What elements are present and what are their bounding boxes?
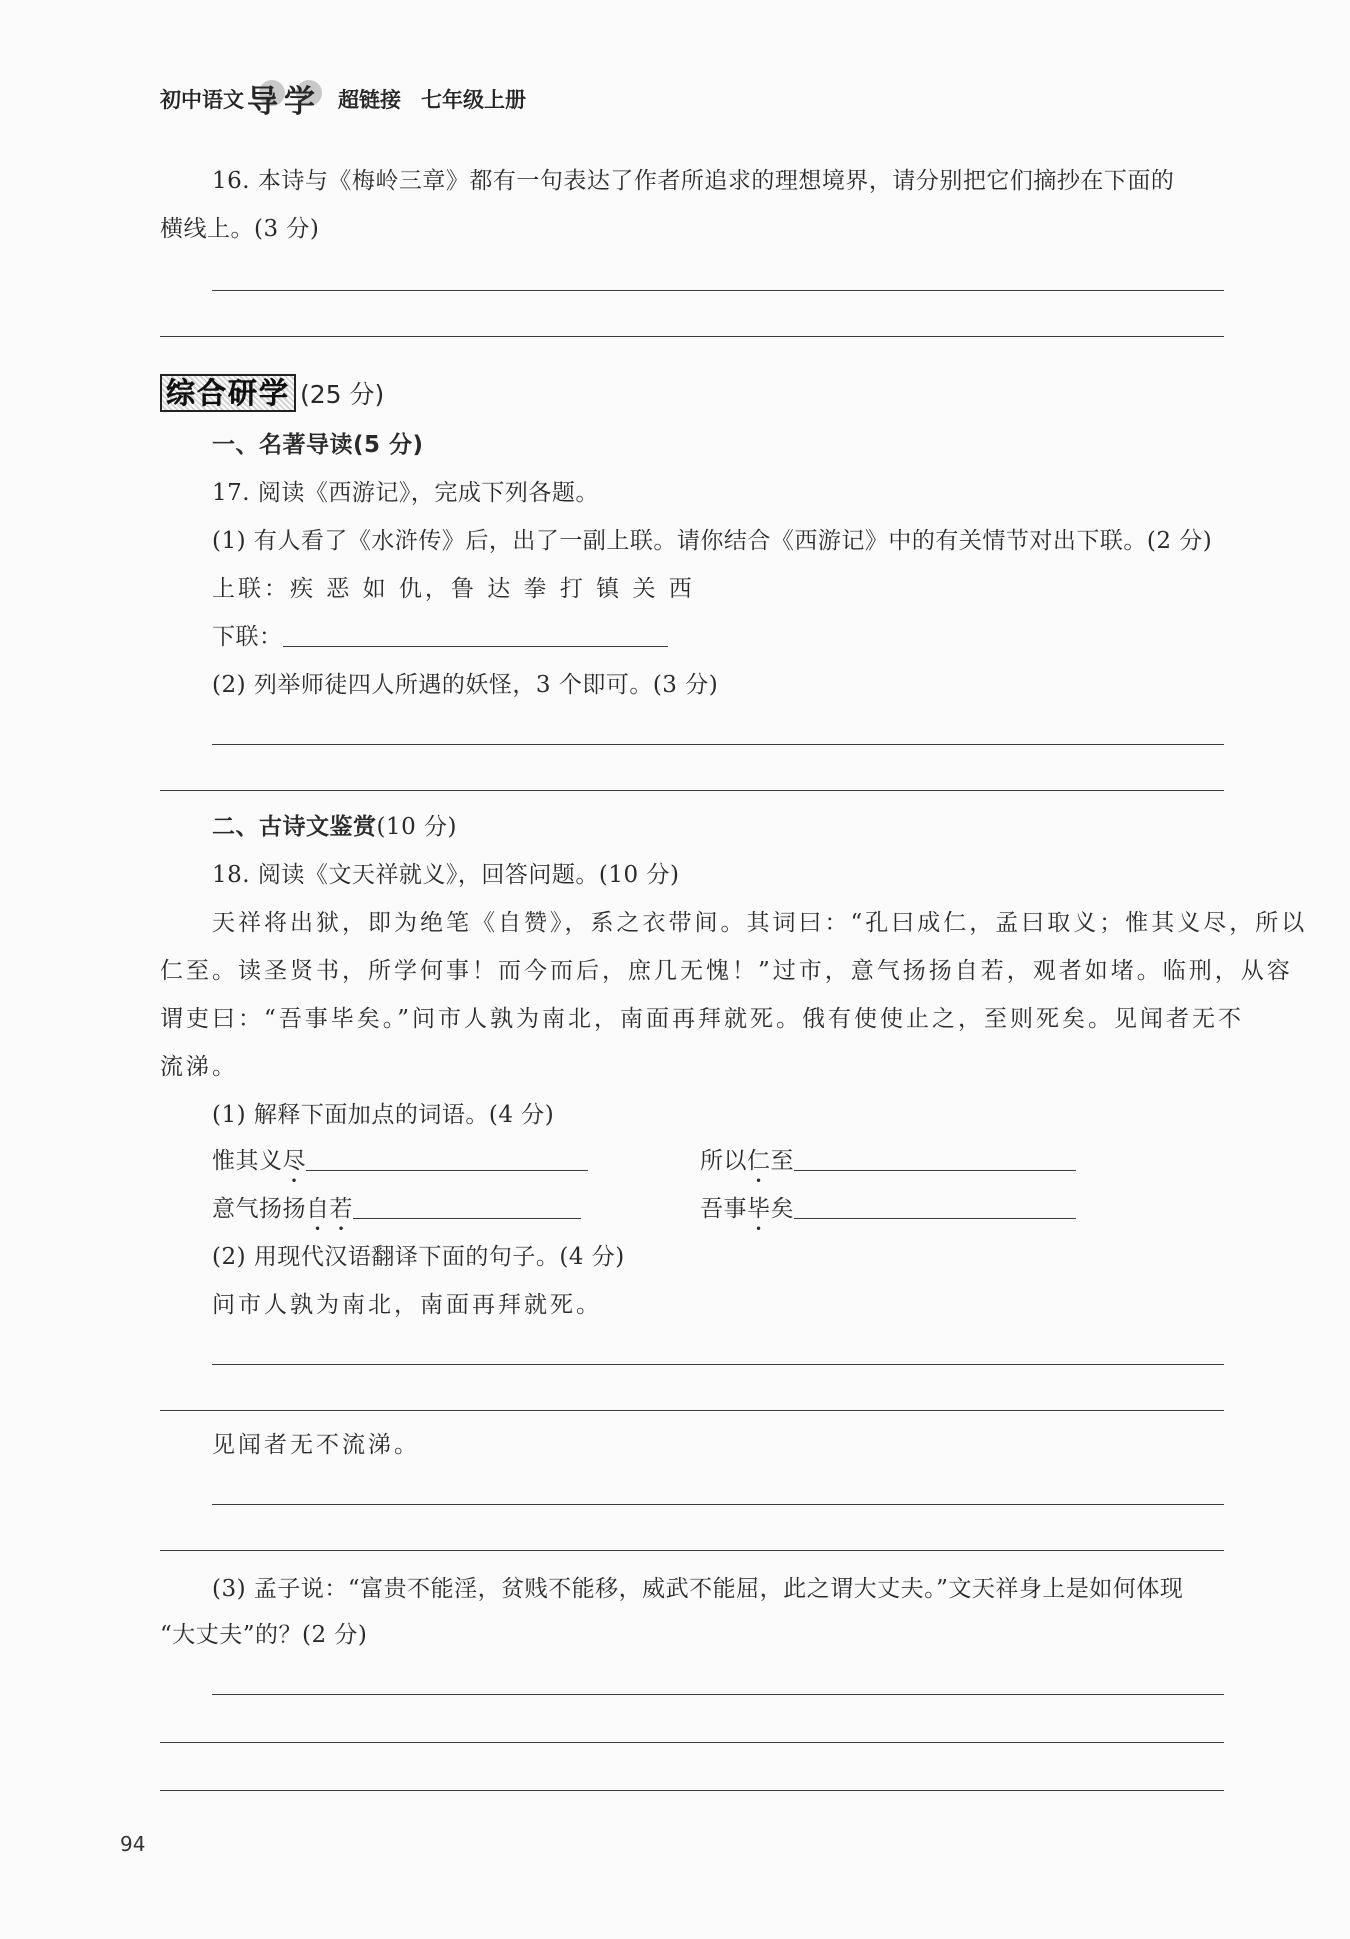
word-text: 惟其义 — [212, 1148, 283, 1174]
part2-title-text: 二、古诗文鉴赏 — [212, 814, 377, 840]
lower-couplet-label: 下联： — [212, 624, 283, 650]
dotted-word: 毕 — [747, 1196, 771, 1222]
word-item-2 — [700, 1146, 1076, 1188]
answer-line[interactable] — [160, 1742, 1224, 1743]
word-text: 意气扬扬 — [212, 1196, 306, 1222]
answer-line[interactable] — [160, 336, 1224, 337]
answer-line[interactable] — [212, 290, 1224, 291]
section-heading — [160, 374, 384, 412]
passage-line: 仁至。读圣贤书，所学何事！而今而后，庶几无愧！”过市，意气扬扬自若，观者如堵。临刑，从容 — [160, 958, 1293, 984]
translate-sentence-2: 见闻者无不流涕。 — [212, 1432, 420, 1458]
part2-title-score: (10 分) — [376, 814, 458, 840]
dotted-word: 尽 — [282, 1148, 306, 1174]
word-text: 所以 — [700, 1148, 747, 1174]
word-text: 至 — [770, 1148, 794, 1174]
word-text: 吾事 — [700, 1196, 747, 1222]
q17-1-stem: (1) 有人看了《水浒传》后，出了一副上联。请你结合《西游记》中的有关情节对出下联。(2 分) — [212, 528, 1213, 554]
passage-line: 谓吏曰：“吾事毕矣。”问市人孰为南北，南面再拜就死。俄有使使止之，至则死矣。见闻者无不 — [160, 1006, 1245, 1032]
q18-1-stem: (1) 解释下面加点的词语。(4 分) — [212, 1102, 555, 1128]
passage-line: 流涕。 — [160, 1054, 238, 1080]
word-item-1 — [212, 1146, 588, 1188]
answer-line[interactable] — [160, 1550, 1224, 1551]
section-score: (25 分) — [300, 380, 385, 409]
word-blank[interactable] — [353, 1194, 581, 1219]
answer-line[interactable] — [160, 790, 1224, 791]
word-blank[interactable] — [306, 1146, 588, 1171]
answer-line[interactable] — [212, 1504, 1224, 1505]
header-suffix-2: 七年级上册 — [421, 87, 526, 112]
lower-couplet-blank[interactable] — [283, 622, 668, 647]
header-prefix: 初中语文 — [160, 87, 244, 112]
answer-line[interactable] — [160, 1410, 1224, 1411]
page-header — [160, 76, 526, 121]
section-badge: 综合研学 — [160, 374, 296, 412]
upper-couplet: 上联：疾 恶 如 仇，鲁 达 拳 打 镇 关 西 — [212, 576, 695, 602]
answer-line[interactable] — [212, 744, 1224, 745]
header-suffix-1: 超链接 — [338, 87, 401, 112]
part2-title — [212, 812, 457, 842]
page-number: 94 — [120, 1832, 146, 1856]
word-blank[interactable] — [794, 1146, 1076, 1171]
q17-stem: 17. 阅读《西游记》，完成下列各题。 — [212, 480, 599, 506]
header-xue: 学 — [284, 76, 315, 121]
passage-line: 天祥将出狱，即为绝笔《自赞》，系之衣带间。其词曰：“孔曰成仁，孟曰取义；惟其义尽，所以 — [212, 910, 1308, 936]
answer-line[interactable] — [160, 1790, 1224, 1791]
q18-3-line-1: (3) 孟子说：“富贵不能淫，贫贱不能移，威武不能屈，此之谓大丈夫。”文天祥身上是如何体现 — [212, 1576, 1184, 1602]
q16-line-1: 16. 本诗与《梅岭三章》都有一句表达了作者所追求的理想境界，请分别把它们摘抄在下面的 — [212, 168, 1175, 194]
q18-3-line-2: “大丈夫”的？(2 分) — [160, 1622, 368, 1648]
word-blank[interactable] — [794, 1194, 1076, 1219]
translate-sentence-1: 问市人孰为南北，南面再拜就死。 — [212, 1292, 602, 1318]
answer-line[interactable] — [212, 1364, 1224, 1365]
q18-2-stem: (2) 用现代汉语翻译下面的句子。(4 分) — [212, 1244, 625, 1270]
word-item-4 — [700, 1194, 1076, 1236]
part1-title: 一、名著导读(5 分) — [212, 432, 424, 458]
header-dao: 导 — [247, 76, 278, 121]
dotted-word: 自若 — [306, 1196, 353, 1222]
word-text: 矣 — [770, 1196, 794, 1222]
q18-stem: 18. 阅读《文天祥就义》，回答问题。(10 分) — [212, 862, 680, 888]
lower-couplet — [212, 622, 668, 652]
dotted-word: 仁 — [747, 1148, 771, 1174]
answer-line[interactable] — [212, 1694, 1224, 1695]
q17-2-stem: (2) 列举师徒四人所遇的妖怪，3 个即可。(3 分) — [212, 672, 719, 698]
word-item-3 — [212, 1194, 581, 1236]
q16-line-2: 横线上。(3 分) — [160, 216, 320, 242]
